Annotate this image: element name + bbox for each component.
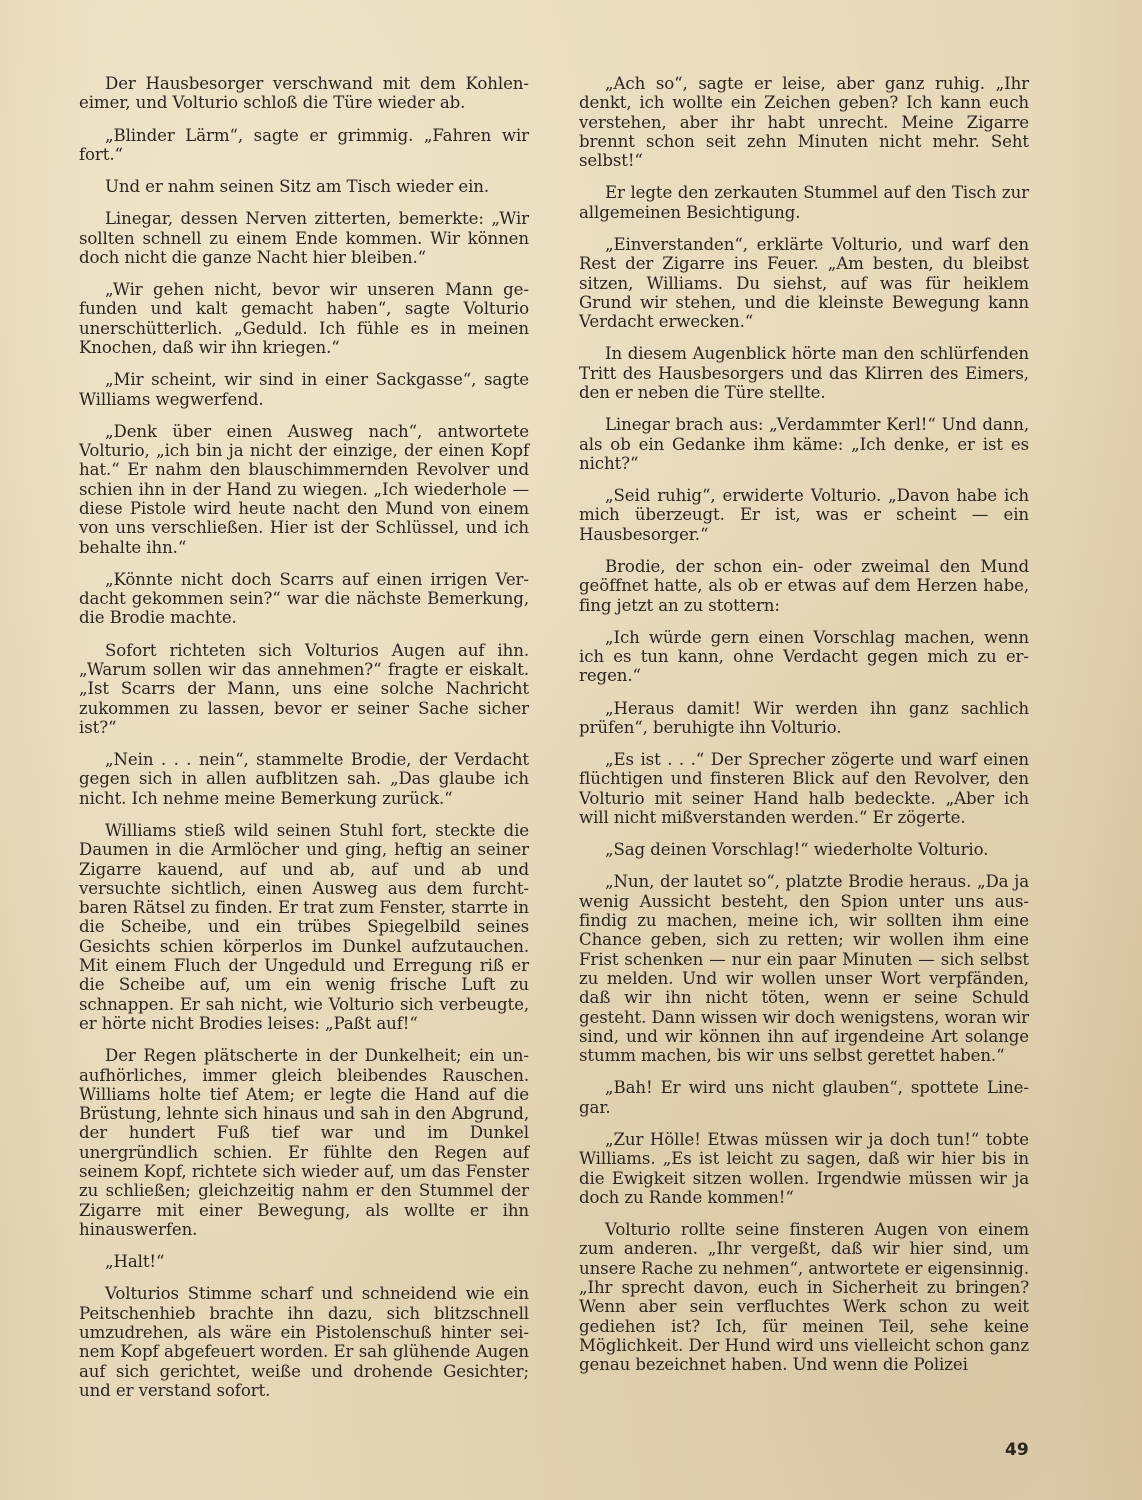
paragraph: „Denk über einen Ausweg nach“, antwortete Volturio, „ich bin ja nicht der einzige, der einen Kopf hat.“ Er nahm den blauschimmernden Revolver und schien ihn in der Hand zu wiegen. „Ich wiederhole — diese Pistole wird heute nacht den Mund von einem von uns verschließen. Hier ist der Schlüssel, und ich behalte ihn.“ [79,421,529,557]
paragraph: Brodie, der schon ein- oder zweimal den Mund geöffnet hatte, als ob er etwas auf dem Herzen habe, fing jetzt an zu stottern: [579,556,1029,615]
paragraph: Linegar, dessen Nerven zitterten, bemerkte: „Wir sollten schnell zu einem Ende kommen. Wir können doch nicht die ganze Nacht hier bleiben.“ [79,209,529,267]
paragraph: „Nein . . . nein“, stammelte Brodie, der Verdacht gegen sich in allen aufblitzen sah. „Das glaube ich nicht. Ich nehme meine Bemerkung zurück.“ [79,750,529,808]
paragraph: „Wir gehen nicht, bevor wir unseren Mann gefunden und kalt gemacht haben“, sagte Volturio unerschütterlich. „Geduld. Ich fühle es in meinen Knochen, daß wir ihn kriegen.“ [79,280,529,357]
paragraph: Und er nahm seinen Sitz am Tisch wieder ein. [105,177,490,197]
paragraph: „Seid ruhig“, erwiderte Volturio. „Davon habe ich mich überzeugt. Er ist, was er scheint — ein Hausbesorger.“ [579,486,1029,544]
paragraph: In diesem Augenblick hörte man den schlürfenden Tritt des Hausbesorgers und das Klirren des Eimers, den er neben die Türe stellte. [579,344,1029,403]
paragraph: Sofort richteten sich Volturios Augen auf ihn. „Warum sollen wir das annehmen?“ fragte er eiskalt. „Ist Scarrs der Mann, uns eine solche Nachricht zukommen zu lassen, bevor er seiner Sache sicher ist?“ [79,640,529,737]
paragraph: Williams stieß wild seinen Stuhl fort, steckte die Daumen in die Armlöcher und ging, heftig an seiner Zigarre kauend, auf und ab, auf und ab und versuchte sichtlich, einen Ausweg aus dem furchtbaren Rätsel zu finden. Er trat zum Fenster, starrte in die Scheibe, und ein trübes Spiegelbild seines Gesichts schien körperlos im Dunkel aufzutauchen. Mit einem Fluch der Ungeduld und Erregung riß er die Scheibe auf, um ein wenig frische Luft zu schnappen. Er sah nicht, wie Volturio sich verbeugte, er hörte nicht Brodies leises: „Paßt auf!“ [79,820,529,1034]
paragraph: „Könnte nicht doch Scarrs auf einen irrigen Verdacht gekommen sein?“ war die nächste Bemerkung, die Brodie machte. [79,569,529,628]
paragraph: „Ich würde gern einen Vorschlag machen, wenn ich es tun kann, ohne Verdacht gegen mich zu erregen.“ [579,627,1029,686]
left-text-column [79,74,529,1413]
paragraph: „Heraus damit! Wir werden ihn ganz sachlich prüfen“, beruhigte ihn Volturio. [579,698,1029,737]
paragraph: „Zur Hölle! Etwas müssen wir ja doch tun!“ tobte Williams. „Es ist leicht zu sagen, daß wir hier bis in die Ewigkeit sitzen wollen. Irgendwie müssen wir ja doch zu Rande kommen!“ [579,1129,1029,1207]
paragraph: „Einverstanden“, erklärte Volturio, und warf den Rest der Zigarre ins Feuer. „Am besten, du bleibst sitzen, Williams. Du siehst, auf was für heiklem Grund wir stehen, und die kleinste Bewegung kann Verdacht erwecken.“ [579,234,1029,332]
paragraph: „Halt!“ [105,1252,165,1272]
paragraph: Er legte den zerkauten Stummel auf den Tisch zur allgemeinen Besichtigung. [579,183,1029,222]
page-number: 49 [1005,1440,1029,1460]
paragraph: Volturio rollte seine finsteren Augen von einem zum anderen. „Ihr vergeßt, daß wir hier sind, um unsere Rache zu nehmen“, antwortete er eigensinnig. „Ihr sprecht davon, euch in Sicherheit zu bringen? Wenn aber sein verfluchtes Werk schon zu weit gediehen ist? Ich, für meinen Teil, sehe keine Möglichkeit. Der Hund wird uns vielleicht schon ganz genau bezeichnet haben. Und wenn die Polizei [579,1220,1029,1375]
paragraph: „Blinder Lärm“, sagte er grimmig. „Fahren wir fort.“ [79,125,529,164]
paragraph: „Ach so“, sagte er leise, aber ganz ruhig. „Ihr denkt, ich wollte ein Zeichen geben? Ich kann euch verstehen, aber ihr habt unrecht. Meine Zigarre brennt schon seit zehn Minuten nicht mehr. Seht selbst!“ [579,74,1029,171]
paragraph: Der Regen plätscherte in der Dunkelheit; ein unaufhörliches, immer gleich bleibendes Rauschen. Williams holte tief Atem; er legte die Hand auf die Brüstung, lehnte sich hinaus und sah in den Abgrund, der hundert Fuß tief war und im Dunkel unergründlich schien. Er fühlte den Regen auf seinem Kopf, richtete sich wieder auf, um das Fenster zu schließen; gleichzeitig nahm er den Stummel der Zigarre mit einer Bewegung, als wollte er ihn hinauswerfen. [79,1046,529,1240]
paragraph: „Sag deinen Vorschlag!“ wiederholte Volturio. [605,840,989,860]
paragraph: Linegar brach aus: „Verdammter Kerl!“ Und dann, als ob ein Gedanke ihm käme: „Ich denke, er ist es nicht?“ [579,415,1029,473]
paragraph: „Nun, der lautet so“, platzte Brodie heraus. „Da ja wenig Aussicht besteht, den Spion unter uns ausfindig zu machen, meine ich, wir sollten ihm eine Chance geben, sich zu retten; wir wollen ihm eine Frist schenken — nur ein paar Minuten — sich selbst zu melden. Und wir wollen unser Wort verpfänden, daß wir ihn nicht töten, wenn er seine Schuld gesteht. Dann wissen wir doch wenigstens, woran wir sind, und wir können ihn auf irgendeine Art solange stumm machen, bis wir uns selbst gerettet haben.“ [579,872,1029,1066]
paragraph: „Mir scheint, wir sind in einer Sackgasse“, sagte Williams wegwerfend. [79,370,529,409]
paragraph: „Es ist . . .“ Der Sprecher zögerte und warf einen flüchtigen und finsteren Blick auf den Revolver, den Volturio mit seiner Hand halb bedeckte. „Aber ich will nicht mißverstanden werden.“ Er zögerte. [579,750,1029,828]
right-text-column [579,74,1029,1387]
paragraph: „Bah! Er wird uns nicht glauben“, spottete Linegar. [579,1078,1029,1117]
paragraph: Der Hausbesorger verschwand mit dem Kohleneimer, und Volturio schloß die Türe wieder ab. [79,74,529,113]
paragraph: Volturios Stimme scharf und schneidend wie ein Peitschenhieb brachte ihn dazu, sich blitzschnell umzudrehen, als wäre ein Pistolenschuß hinter seinem Kopf abgefeuert worden. Er sah glühende Augen auf sich gerichtet, weiße und drohende Gesichter; und er verstand sofort. [79,1284,529,1401]
